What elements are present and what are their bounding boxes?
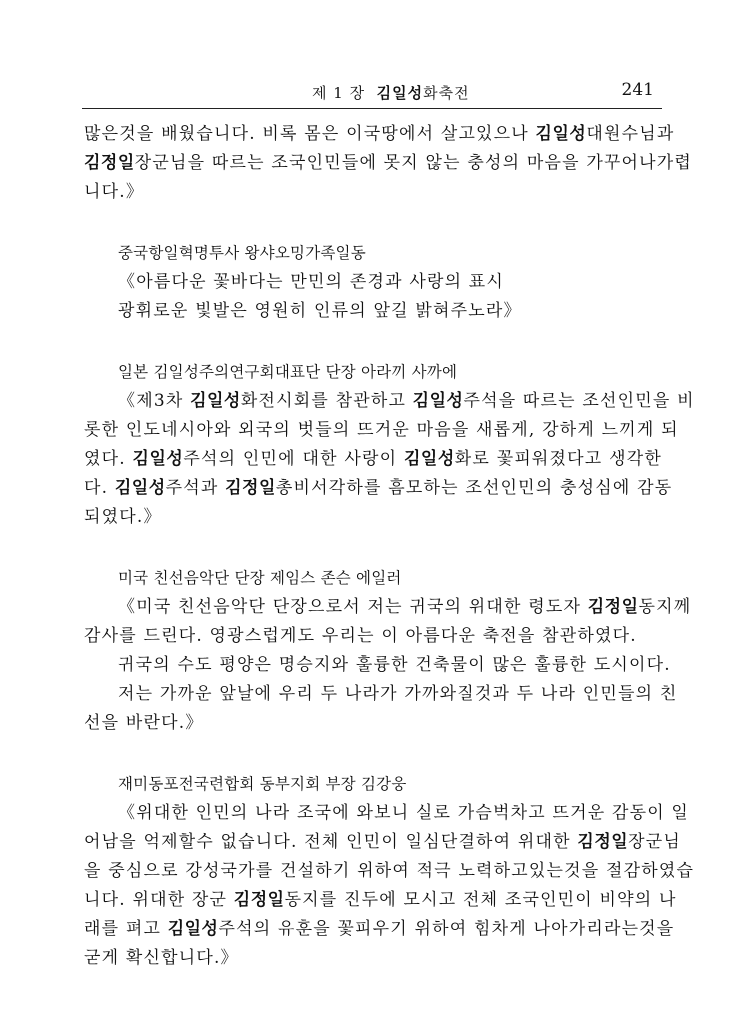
message-author: 재미동포전국련합회 동부지회 부장 김강웅	[118, 775, 407, 793]
text-line: 다. 김일성주석과 김정일총비서각하를 흠모하는 조선인민의 충성심에 감동	[84, 478, 673, 498]
text-line: 선을 바란다.》	[84, 713, 204, 733]
text-line: 되였다.》	[84, 507, 162, 527]
chapter-title-suffix: 화축전	[423, 84, 470, 102]
text-line: 귀국의 수도 평양은 명승지와 훌륭한 건축물이 많은 훌륭한 도시이다.	[118, 655, 671, 675]
text-line: 롯한 인도네시아와 외국의 벗들의 뜨거운 마음을 새롭게, 강하게 느끼게 되	[84, 420, 679, 440]
message-section-korean-americans	[84, 770, 695, 973]
text-line: 김정일장군님을 따르는 조국인민들에 못지 않는 충성의 마음을 가꾸어나가렵	[84, 153, 693, 173]
text-line: 래를 펴고 김일성주석의 유훈을 꽃피우기 위하여 힘차게 나아가리라는것을	[84, 919, 675, 939]
text-line: 저는 가까운 앞날에 우리 두 나라가 가까와질것과 두 나라 인민들의 친	[118, 684, 678, 704]
chapter-number: 제 1 장	[312, 84, 366, 102]
text-line: 《미국 친선음악단 단장으로서 저는 귀국의 위대한 령도자 김정일동지께	[118, 597, 692, 617]
text-line: 《제3차 김일성화전시회를 참관하고 김일성주석을 따르는 조선인민을 비	[118, 391, 695, 411]
text-line: 광휘로운 빛발은 영원히 인류의 앞길 밝혀주노라》	[118, 301, 522, 321]
text-line: 굳게 확신합니다.》	[84, 948, 239, 968]
page-number: 241	[621, 80, 654, 100]
text-line: 니다. 위대한 장군 김정일동지를 진두에 모시고 전체 조국인민이 비약의 나	[84, 890, 677, 910]
text-line: 《위대한 인민의 나라 조국에 와보니 실로 가슴벅차고 뜨거운 감동이 일	[118, 803, 690, 823]
chapter-title	[312, 82, 470, 103]
message-section-usa	[84, 564, 692, 738]
message-section-japan	[84, 358, 695, 532]
message-author: 미국 친선음악단 단장 제임스 존슨 에일러	[118, 569, 402, 587]
message-author: 중국항일혁명투사 왕샤오밍가족일동	[118, 244, 366, 262]
text-line: 니다.》	[84, 182, 145, 202]
message-section-china	[84, 239, 662, 326]
text-line: 을 중심으로 강성국가를 건설하기 위하여 적극 노력하고있는것을 절감하였습	[84, 861, 695, 881]
text-line: 《아름다운 꽃바다는 만민의 존경과 사랑의 표시	[118, 272, 505, 292]
paragraph-continued	[84, 120, 693, 207]
text-line: 감사를 드린다. 영광스럽게도 우리는 이 아름다운 축전을 참관하였다.	[84, 626, 637, 646]
running-header	[82, 78, 662, 109]
text-line: 어남을 억제할수 없습니다. 전체 인민이 일심단결하여 위대한 김정일장군님	[84, 832, 682, 852]
text-line: 많은것을 배웠습니다. 비록 몸은 이국땅에서 살고있으나 김일성대원수님과	[84, 124, 675, 144]
chapter-title-bold: 김일성	[376, 84, 424, 102]
page-body	[84, 120, 695, 973]
text-line: 였다. 김일성주석의 인민에 대한 사랑이 김일성화로 꽃피워졌다고 생각한	[84, 449, 662, 469]
message-author: 일본 김일성주의연구회대표단 단장 아라끼 사까에	[118, 363, 458, 381]
